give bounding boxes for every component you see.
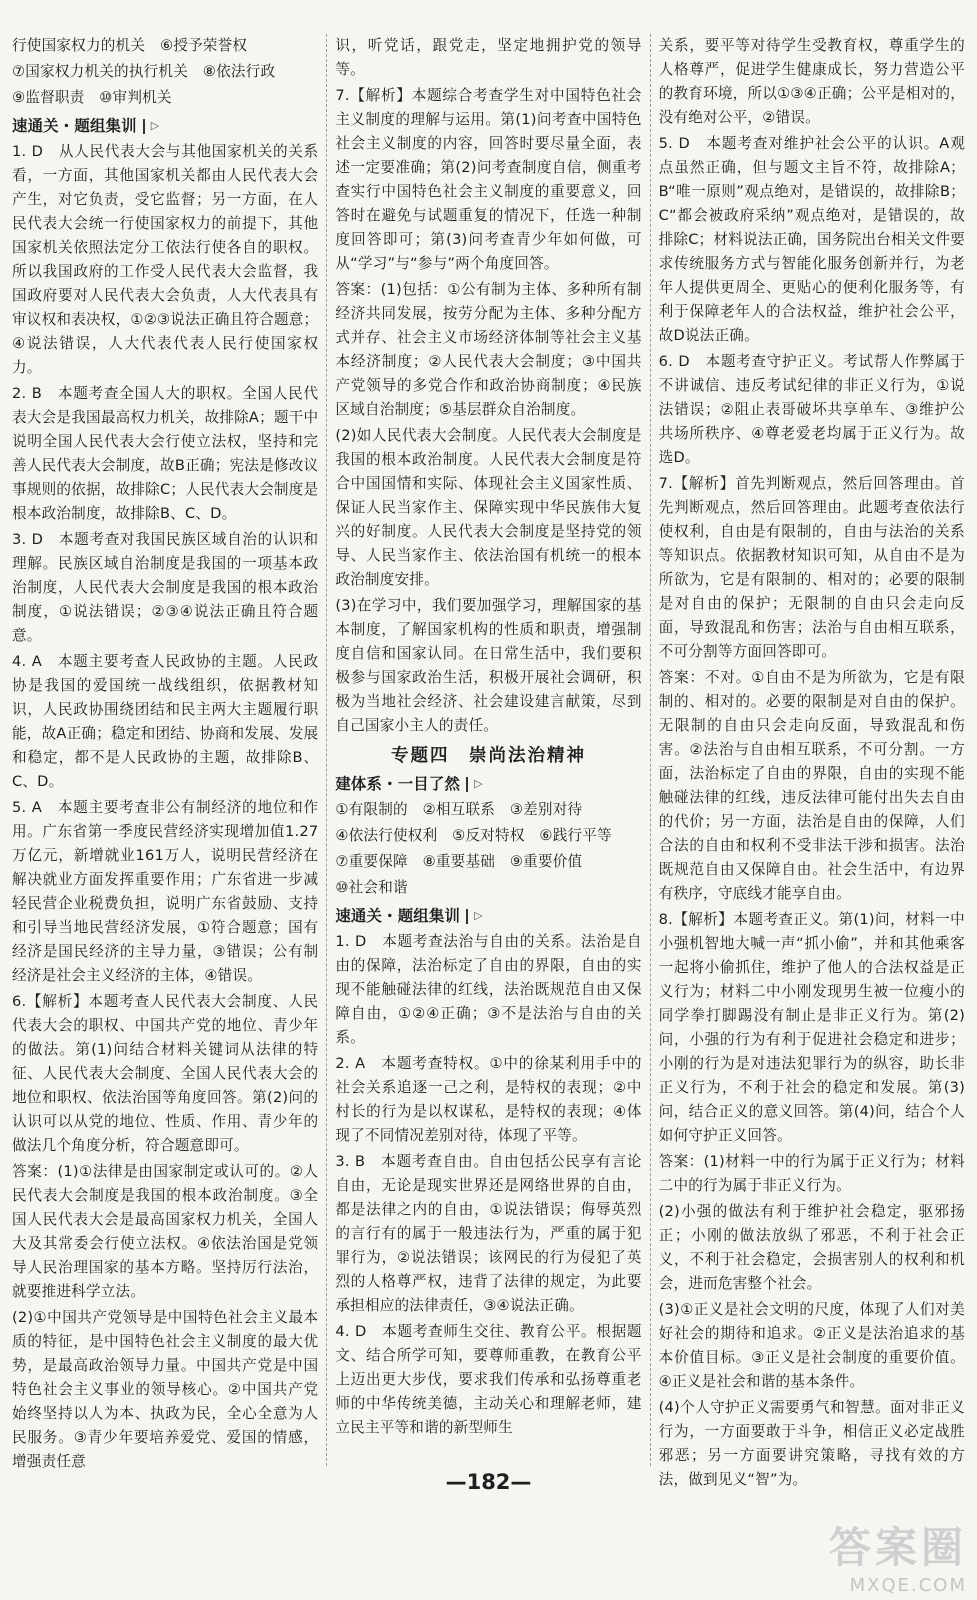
answer-line: ⑩社会和谐 <box>335 879 408 896</box>
answer-paragraph: (2)①中国共产党领导是中国特色社会主义最本质的特征，是中国特色社会主义制度的最大优势，是最高政治领导力量。中国共产党是中国特色社会主义事业的领导核心。②中国共产党始终坚持以人为本、执政为民，全心全意为人民服务。③青少年要培养爱党、爱国的情感，增强责任意 <box>12 1309 319 1470</box>
answer-line: 行使国家权力的机关 ⑥授予荣誉权 <box>12 37 248 54</box>
watermark-logo-text: 答案圈 <box>828 1523 967 1572</box>
section-title: 速通关・题组集训 <box>335 907 461 925</box>
answer-paragraph: 2. B 本题考查全国人大的职权。全国人民代表大会是我国最高权力机关，故排除A；题干中说明全国人民代表大会行使立法权，坚持和完善人民代表大会制度，故B正确；宪法是修改议事规则的依据，故排除C；人民代表大会制度是根本政治制度，故排除B、C、D。 <box>12 385 319 522</box>
section-heading <box>12 114 318 138</box>
answer-paragraph: 答案：(1)①法律是由国家制定或认可的。②人民代表大会制度是我国的根本政治制度。③全国人民代表大会是最高国家权力机关，全国人大及其常委会行使立法权。④依法治国是党领导人民治理国家的基本方略。坚持厉行法治，就要推进科学立法。 <box>12 1163 319 1300</box>
divider-bar-icon <box>466 777 468 792</box>
answer-paragraph: (2)如人民代表大会制度。人民代表大会制度是我国的根本政治制度。人民代表大会制度是符合中国国情和实际、体现社会主义国家性质、保证人民当家作主、保障实现中华民族伟大复兴的好制度。人民代表大会制度是坚持党的领导、人民当家作主、依法治国有机统一的根本政治制度安排。 <box>335 427 642 588</box>
section-title: 建体系・一目了然 <box>335 775 461 793</box>
answer-paragraph: 1. D 本题考查法治与自由的关系。法治是自由的保障，法治标定了自由的界限，自由的实现不能触碰法律的红线，法治既规范自由又保障自由，①②④正确；③不是法治与自由的关系。 <box>335 933 642 1046</box>
answer-paragraph: (3)在学习中，我们要加强学习，理解国家的基本制度，了解国家机构的性质和职责，增强制度自信和国家认同。在日常生活中，我们要积极参与国家政治生活，积极开展社会调研，积极为当地社会经济、社会建设建言献策，尽到自己国家小主人的责任。 <box>335 597 642 734</box>
divider-bar-icon <box>143 119 145 134</box>
answer-paragraph: 答案：(1)包括：①公有制为主体、多种所有制经济共同发展，按劳分配为主体、多种分配方式并存、社会主义市场经济体制等社会主义基本经济制度；②人民代表大会制度；③中国共产党领导的多党合作和政治协商制度；④民族区域自治制度；⑤基层群众自治制度。 <box>335 281 642 418</box>
triangle-marker-icon: ▷ <box>474 777 483 790</box>
answer-paragraph: 4. D 本题考查师生交往、教育公平。根据题文、结合所学可知，要尊师重教，在教育公平上迈出更大步伐，要求我们传承和弘扬尊重老师的中华传统美德，主动关心和理解老师，建立民主平等和谐的新型师生 <box>335 1323 642 1436</box>
answer-paragraph: 7.【解析】本题综合考查学生对中国特色社会主义制度的理解与运用。第(1)问考查中国特色社会主义制度的内容，回答时要尽量全面，表述一定要准确；第(2)问考查制度自信，侧重考查实行中国特色社会主义制度的重要意义，回答时在避免与试题重复的情况下，任选一种制度回答即可；第(3)问考查青少年如何做，可从“学习”与“参与”两个角度回答。 <box>335 87 642 272</box>
column-left <box>12 34 319 1470</box>
answer-line: ⑦国家权力机关的执行机关 ⑧依法行政 <box>12 63 276 80</box>
watermark-url: MXQE.COM <box>849 1575 967 1596</box>
section-heading <box>335 772 641 796</box>
page-number: —182— <box>445 1470 532 1494</box>
answer-paragraph: 4. A 本题主要考查人民政协的主题。人民政协是我国的爱国统一战线组织，依据教材知识，人民政协围绕团结和民主两大主题履行职能，故A正确；稳定和团结、协商和发展、发展和稳定，都不是人民政协的主题，故排除B、C、D。 <box>12 653 319 790</box>
answer-paragraph: 6. D 本题考查守护正义。考试帮人作弊属于不讲诚信、违反考试纪律的非正义行为，①说法错误；②阻止表哥破坏共享单车、③维护公共场所秩序、④尊老爱老均属于正义行为。故选D。 <box>658 353 965 466</box>
answer-paragraph: 答案：不对。①自由不是为所欲为，它是有限制的、相对的。必要的限制是对自由的保护。无限制的自由只会走向反面，导致混乱和伤害。②法治与自由相互联系，不可分割。一方面，法治标定了自由的界限，自由的实现不能触碰法律的红线，违反法律可能付出失去自由的代价；另一方面，法治是自由的保障，人们合法的自由和权利不受非法干涉和损害。法治既规范自由又保障自由。社会生活中，有边界有秩序，守底线才能享自由。 <box>658 669 965 902</box>
answer-line: ⑦重要保障 ⑧重要基础 ⑨重要价值 <box>335 853 583 870</box>
answer-paragraph: (2)小强的做法有利于维护社会稳定，驱邪扬正；小刚的做法放纵了邪恶，不利于社会正义，不利于社会稳定，会损害别人的权利和机会，进而危害整个社会。 <box>658 1203 965 1292</box>
section-title: 速通关・题组集训 <box>12 117 137 135</box>
answer-line: ④依法行使权利 ⑤反对特权 ⑥践行平等 <box>335 827 612 844</box>
answer-paragraph: (3)①正义是社会文明的尺度，体现了人们对美好社会的期待和追求。②正义是法治追求的基本价值目标。③正义是社会制度的重要价值。④正义是社会和谐的基本条件。 <box>658 1301 965 1390</box>
answer-paragraph: 6.【解析】本题考查人民代表大会制度、人民代表大会的职权、中国共产党的地位、青少年的做法。第(1)问结合材料关键词从法律的特征、人民代表大会制度、全国人民代表大会的地位和职权、依法治国等角度回答。第(2)问的认识可以从党的地位、性质、作用、青少年的做法几个角度分析，符合题意即可。 <box>12 993 319 1154</box>
answer-paragraph: 5. A 本题主要考查非公有制经济的地位和作用。广东省第一季度民营经济实现增加值1.27万亿元，新增就业161万人，说明民营经济在解决就业方面发挥重要作用；广东省进一步减轻民营企业税费负担，说明广东省鼓励、支持和引导当地民营经济发展，①符合题意；国有经济是国民经济的主导力量，③错误；公有制经济是社会主义经济的主体，④错误。 <box>12 799 319 984</box>
answer-paragraph: (4)个人守护正义需要勇气和智慧。面对非正义行为，一方面要敢于斗争，相信正义必定战胜邪恶；另一方面要讲究策略，寻找有效的方法，做到见义“智”为。 <box>658 1399 965 1488</box>
section-heading <box>335 904 641 928</box>
answer-paragraph: 1. D 从人民代表大会与其他国家机关的关系看，一方面，其他国家机关都由人民代表大会产生，对它负责，受它监督；另一方面，在人民代表大会统一行使国家权力的前提下，其他国家机关依照法定分工依法行使各自的职权。所以我国政府的工作受人民代表大会监督，我国政府要对人民代表大会负责，人大代表具有审议权和表决权，①②③说法正确且符合题意；④说法错误，人大代表代表人民行使国家权力。 <box>12 143 319 376</box>
answer-paragraph: 答案：(1)材料一中的行为属于正义行为；材料二中的行为属于非正义行为。 <box>658 1153 965 1194</box>
answer-paragraph: 3. B 本题考查自由。自由包括公民享有言论自由，无论是现实世界还是网络世界的自由，都是法律之内的自由，①说法错误；侮辱英烈的言行有的属于一般违法行为，严重的属于犯罪行为，②说法错误；该网民的行为侵犯了英烈的人格尊严权，违背了法律的规定，为此要承担相应的法律责任，③④说法正确。 <box>335 1153 642 1314</box>
topic-title: 专题四 崇尚法治精神 <box>390 746 586 766</box>
triangle-marker-icon: ▷ <box>150 119 160 132</box>
answer-paragraph: 8.【解析】本题考查正义。第(1)问，材料一中小强机智地大喊一声“抓小偷”，并和其他乘客一起将小偷抓住，维护了他人的合法权益是正义行为；材料二中小刚发现男生被一位瘦小的同学拳打脚踢没有制止是非正义行为。第(2)问，小强的行为有利于促进社会稳定和进步；小刚的行为是对违法犯罪行为的纵容，助长非正义行为，不利于社会的稳定和发展。第(3)问，结合正义的意义回答。第(4)问，结合个人如何守护正义回答。 <box>658 911 965 1144</box>
answer-line: ⑨监督职责 ⑩审判机关 <box>12 89 172 106</box>
divider-bar-icon <box>466 909 468 924</box>
answer-paragraph: 7.【解析】首先判断观点，然后回答理由。首先判断观点，然后回答理由。此题考查依法行使权利，自由是有限制的，自由与法治的关系等知识点。依据教材知识可知，从自由不是为所欲为，它是有限制的、相对的；必要的限制是对自由的保护；无限制的自由只会走向反面，导致混乱和伤害；法治与自由相互联系，不可分割等方面回答即可。 <box>658 475 965 660</box>
watermark-logo <box>767 1496 967 1596</box>
answer-paragraph: 2. A 本题考查特权。①中的徐某利用手中的社会关系追逐一己之利，是特权的表现；②中村长的行为是以权谋私，是特权的表现；④体现了不同情况差别对待，体现了平等。 <box>335 1055 642 1144</box>
answer-line: ①有限制的 ②相互联系 ③差别对待 <box>335 801 583 818</box>
answer-paragraph: 关系，要平等对待学生受教育权，尊重学生的人格尊严，促进学生健康成长，努力营造公平的教育环境，所以①③④正确；公平是相对的，没有绝对公平，②错误。 <box>658 37 965 126</box>
answer-paragraph: 识，听党话，跟党走，坚定地拥护党的领导等。 <box>335 37 642 78</box>
column-middle <box>326 34 641 1466</box>
triangle-marker-icon: ▷ <box>474 909 483 922</box>
column-right <box>650 34 965 1488</box>
answer-paragraph: 3. D 本题考查对我国民族区域自治的认识和理解。民族区域自治制度是我国的一项基本政治制度，人民代表大会制度是我国的根本政治制度，①说法错误；②③④说法正确且符合题意。 <box>12 531 319 644</box>
answer-paragraph: 5. D 本题考查对维护社会公平的认识。A观点虽然正确，但与题文主旨不符，故排除A；B“唯一原则”观点绝对，是错误的，故排除B；C“都会被政府采纳”观点绝对，是错误的，故排除C；材料说法正确，国务院出台相关文件要求传统服务方式与智能化服务创新并行，为老年人提供更周全、更贴心的便利化服务等，有利于保障老年人的合法权益，维护社会公平，故D说法正确。 <box>658 135 965 344</box>
